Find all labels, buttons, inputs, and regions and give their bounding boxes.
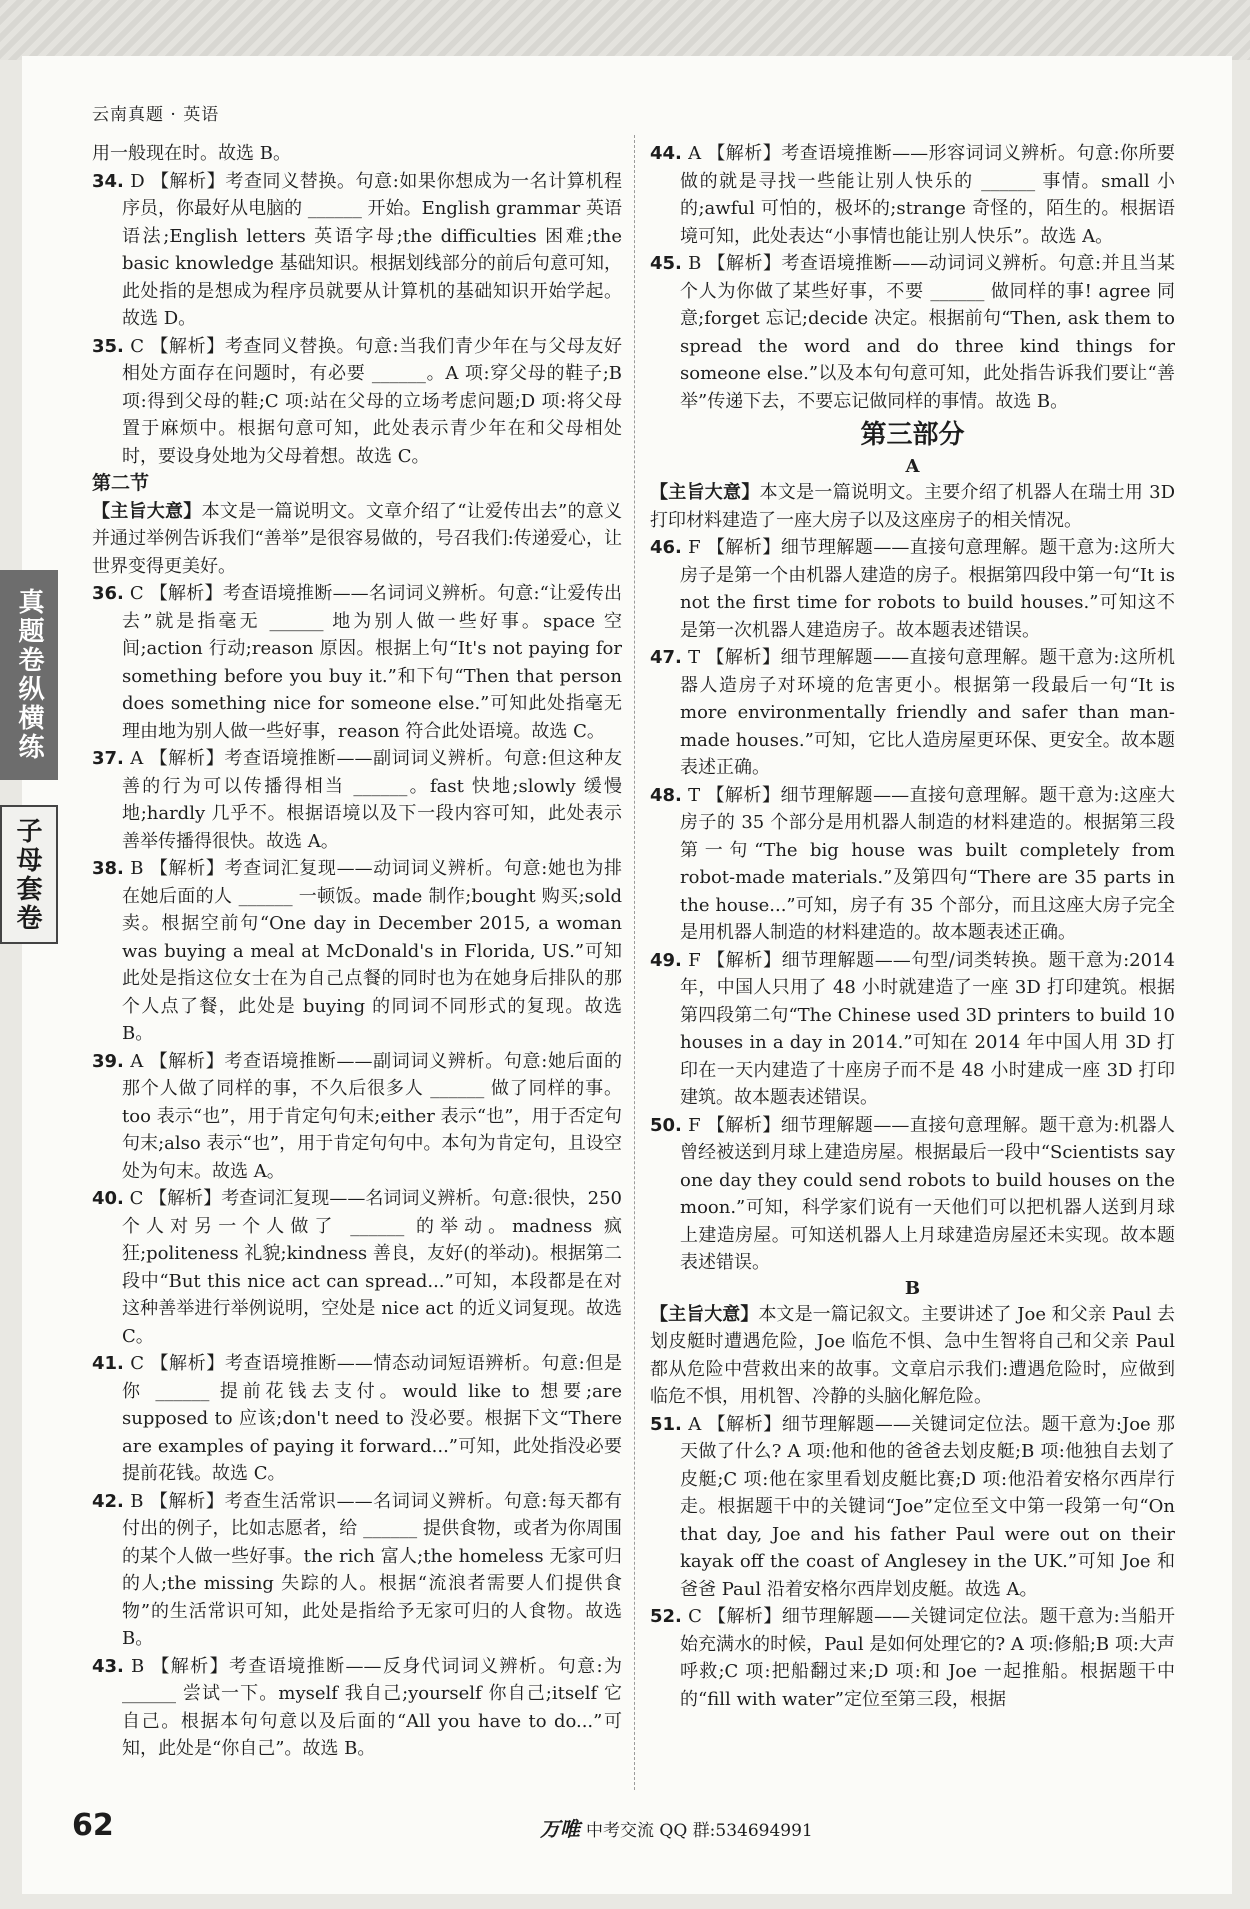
answer-item-36	[92, 580, 622, 745]
main-idea-text: 本文是一篇说明文。文章介绍了“让爱传出去”的意义并通过举例告诉我们“善举”是很容易做的，号召我们:传递爱心，让世界变得更美好。	[92, 500, 623, 577]
item-number: 51.	[650, 1413, 682, 1435]
right-column	[650, 140, 1175, 1713]
item-text: C 【解析】细节理解题——关键词定位法。题干意为:当船开始充满水的时候，Paul 是如何处理它的? A 项:修船;B 项:大声呼救;C 项:把船翻过来;D 项:和 Joe 一起推船。根据题干中的“fill with water”定位至第三段，根据	[680, 1606, 1175, 1710]
item-text: D 【解析】考查同义替换。句意:如果你想成为一名计算机程序员，你最好从电脑的 ______ 开始。English grammar 英语语法;English letters 英语字母;the difficulties 困难;the basic knowledge 基础知识。根据划线部分的前后句意可知，此处指的是想成为程序员就要从计算机的基础知识开始学起。故选 D。	[122, 170, 622, 329]
item-text: A 【解析】考查语境推断——副词词义辨析。句意:她后面的那个人做了同样的事，不久后很多人 ______ 做了同样的事。too 表示“也”，用于肯定句句末;either 表示“也”，用于否定句句末;also 表示“也”，用于肯定句句中。本句为肯定句，且设空处为句末。故选 A。	[122, 1050, 622, 1182]
answer-item-52	[650, 1603, 1175, 1713]
item-number: 44.	[650, 143, 682, 164]
answer-item-43	[92, 1653, 622, 1763]
section-heading: 第二节	[92, 472, 150, 494]
item-text: T 【解析】细节理解题——直接句意理解。题干意为:这所机器人造房子对环境的危害更小。根据第一段最后一句“It is more environmentally friendly and safer than man-made houses.”可知，它比人造房屋更环保、更安全。故本题表述正确。	[680, 647, 1175, 778]
passage-heading-a: A	[905, 456, 920, 477]
item-text: T 【解析】细节理解题——直接句意理解。题干意为:这座大房子的 35 个部分是用机器人制造的材料建造的。根据第三段第一句“The big house was built completely from robot-made materials.”及第四句“There are 35 parts in the house...”可知，房子有 35 个部分，而且这座大房子完全是用机器人制造的材料建造的。故本题表述正确。	[680, 784, 1175, 943]
item-text: C 【解析】考查词汇复现——名词词义辨析。句意:很快，250 个人对另一个人做了 ______ 的举动。madness 疯狂;politeness 礼貌;kindness 善良，友好(的举动)。根据第二段中“But this nice act can spread...”可知，本段都是在对这种善举进行举例说明，空处是 nice act 的近义词复现。故选 C。	[122, 1188, 622, 1347]
answer-item-46	[650, 534, 1175, 644]
item-text: A 【解析】细节理解题——关键词定位法。题干意为:Joe 那天做了什么? A 项:他和他的爸爸去划皮艇;B 项:他独自去划了皮艇;C 项:他在家里看划皮艇比赛;D 项:他沿着安格尔西岸行走。根据题干中的关键词“Joe”定位至文中第一段第一句“On that day, Joe and his father Paul were out on their kayak off the coast of Anglesey in the UK.”可知 Joe 和爸爸 Paul 沿着安格尔西岸划皮艇。故选 A。	[680, 1413, 1175, 1600]
answer-item-41	[92, 1350, 622, 1488]
item-text: C 【解析】考查同义替换。句意:当我们青少年在与父母友好相处方面存在问题时，有必要 ______。A 项:穿父母的鞋子;B 项:得到父母的鞋;C 项:站在父母的立场考虑问题;D 项:将父母置于麻烦中。根据句意可知，此处表示青少年在和父母相处时，要设身处地为父母着想。故选 C。	[122, 335, 622, 467]
item-text: F 【解析】细节理解题——直接句意理解。题干意为:机器人曾经被送到月球上建造房屋。根据最后一段中“Scientists say one day they could send robots to build houses on the moon.”可知，科学家们说有一天他们可以把机器人送到月球上建造房屋。可知送机器人上月球建造房屋还未实现。故本题表述错误。	[680, 1114, 1175, 1273]
item-number: 35.	[92, 335, 124, 357]
item-text: F 【解析】细节理解题——句型/词类转换。题干意为:2014 年，中国人只用了 48 小时就建造了一座 3D 打印建筑。根据第四段第二句“The Chinese used 3D printers to build 10 houses in a day in 2014.”可知在 2014 年中国人用 3D 打印在一天内建造了十座房子而不是 48 小时建成一座 3D 打印建筑。故本题表述错误。	[680, 949, 1175, 1108]
page-number: 62	[72, 1808, 114, 1843]
main-idea-text: 本文是一篇说明文。主要介绍了机器人在瑞士用 3D 打印材料建造了一座大房子以及这座房子的相关情况。	[650, 482, 1176, 531]
item-text: B 【解析】考查语境推断——反身代词词义辨析。句意:为 ______ 尝试一下。myself 我自己;yourself 你自己;itself 它自己。根据本句句意以及后面的“All you have to do...”可知，此处是“你自己”。故选 B。	[122, 1655, 622, 1759]
answer-item-37	[92, 745, 622, 855]
passage-heading-b: B	[904, 1277, 921, 1299]
item-number: 50.	[650, 1114, 682, 1136]
item-text: B 【解析】考查词汇复现——动词词义辨析。句意:她也为排在她后面的人 ______ 一顿饭。made 制作;bought 购买;sold 卖。根据空前句“One day in December 2015, a woman was buying a meal at McDonald's in Florida, US.”可知此处是指这位女士在为自己点餐的同时也为在她身后排队的那个人点了餐，此处是 buying 的同词不同形式的复现。故选 B。	[122, 858, 622, 1044]
side-tab-series: 真题卷纵横练	[0, 570, 58, 780]
main-idea-text: 本文是一篇记叙文。主要讲述了 Joe 和父亲 Paul 去划皮艇时遭遇危险，Joe 临危不惧、急中生智将自己和父亲 Paul 都从危险中营救出来的故事。文章启示我们:遭遇危险时，应做到临危不惧，用机智、冷静的头脑化解危险。	[650, 1303, 1175, 1407]
answer-item-42	[92, 1488, 622, 1653]
page-header: 云南真题 · 英语	[92, 105, 220, 125]
answer-item-40	[92, 1185, 622, 1350]
item-number: 38.	[92, 858, 124, 879]
part-heading: 第三部分	[860, 420, 965, 450]
answer-item-44	[650, 140, 1175, 250]
main-idea-b	[650, 1301, 1175, 1411]
answer-item-34	[92, 168, 622, 333]
item-number: 37.	[92, 748, 124, 769]
item-number: 49.	[650, 949, 682, 971]
answer-item-48	[650, 782, 1175, 947]
answer-item-49	[650, 947, 1175, 1112]
item-text: F 【解析】细节理解题——直接句意理解。题干意为:这所大房子是第一个由机器人建造的房子。根据第四段中第一句“It is not the first time for robots to build houses.”可知这不是第一次机器人建造房子。故本题表述错误。	[680, 537, 1175, 641]
item-number: 47.	[650, 647, 682, 668]
answer-item-45	[650, 250, 1175, 415]
item-number: 39.	[92, 1050, 124, 1072]
top-band	[0, 0, 1250, 60]
item-number: 40.	[92, 1188, 124, 1209]
main-idea	[92, 498, 622, 581]
item-number: 48.	[650, 784, 682, 806]
item-number: 34.	[92, 170, 124, 192]
item-text: A 【解析】考查语境推断——副词词义辨析。句意:但这种友善的行为可以传播得相当 ______。fast 快地;slowly 缓慢地;hardly 几乎不。根据语境以及下一段内容可知，此处表示善举传播得很快。故选 A。	[122, 748, 622, 852]
side-tab-set: 子母套卷	[0, 805, 58, 944]
answer-item-51	[650, 1411, 1175, 1604]
item-number: 41.	[92, 1353, 124, 1374]
brand-logo: 万唯	[540, 1817, 580, 1841]
item-number: 43.	[92, 1655, 124, 1677]
item-number: 52.	[650, 1606, 682, 1627]
item-number: 36.	[92, 583, 124, 604]
footer-line	[540, 1813, 813, 1842]
item-number: 45.	[650, 253, 682, 274]
main-idea-tag: 【主旨大意】	[650, 482, 760, 503]
answer-item-38	[92, 855, 622, 1048]
main-idea-tag: 【主旨大意】	[650, 1303, 759, 1325]
item-text: A 【解析】考查语境推断——形容词词义辨析。句意:你所要做的就是寻找一些能让别人快乐的 ______ 事情。small 小的;awful 可怕的，极坏的;strange 奇怪的，陌生的。根据语境可知，此处表达“小事情也能让别人快乐”。故选 A。	[680, 143, 1175, 247]
item-number: 46.	[650, 537, 682, 558]
item-text: B 【解析】考查生活常识——名词词义辨析。句意:每天都有付出的例子，比如志愿者，给 ______ 提供食物，或者为你周围的某个人做一些好事。the rich 富人;the homeless 无家可归的人;the missing 失踪的人。根据“流浪者需要人们提供食物”的生活常识可知，此处是指给予无家可归的人食物。故选 B。	[122, 1490, 622, 1649]
item-text: B 【解析】考查语境推断——动词词义辨析。句意:并且当某个人为你做了某些好事，不要 ______ 做同样的事! agree 同意;forget 忘记;decide 决定。根据前句“Then, ask them to spread the word and do three kind things for someone else.”以及本句句意可知，此处指告诉我们要让“善举”传递下去，不要忘记做同样的事情。故选 B。	[680, 253, 1175, 412]
left-column	[92, 140, 622, 1763]
answer-continuation: 用一般现在时。故选 B。	[92, 143, 291, 164]
answer-item-35	[92, 333, 622, 471]
item-number: 42.	[92, 1490, 124, 1512]
column-divider	[634, 135, 635, 1790]
item-text: C 【解析】考查语境推断——情态动词短语辨析。句意:但是你 ______ 提前花钱去支付。would like to 想要;are supposed to 应该;don't need to 没必要。根据下文“There are examples of paying it forward...”可知，此处指没必要提前花钱。故选 C。	[122, 1353, 622, 1484]
main-idea-a	[650, 479, 1175, 534]
answer-item-47	[650, 644, 1175, 782]
footer-text: 中考交流 QQ 群:534694991	[586, 1821, 813, 1841]
answer-item-50	[650, 1112, 1175, 1277]
main-idea-tag: 【主旨大意】	[92, 500, 202, 522]
item-text: C 【解析】考查语境推断——名词词义辨析。句意:“让爱传出去”就是指毫无 ______ 地为别人做一些好事。space 空间;action 行动;reason 原因。根据上句“It's not paying for something before you buy it.”和下句“Then that person does something nice for someone else.”可知此处指毫无理由地为别人做一些好事，reason 符合此处语境。故选 C。	[122, 583, 622, 742]
answer-item-39	[92, 1048, 622, 1186]
